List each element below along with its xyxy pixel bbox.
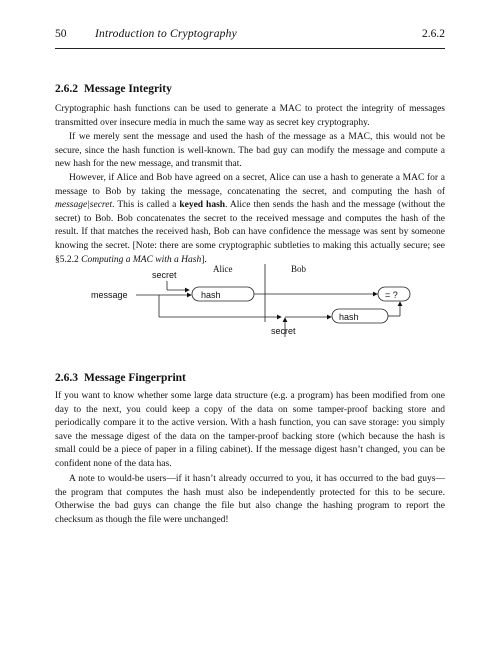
paragraph: A note to would-be users—if it hasn’t already occurred to you, it has occurred to the bad guys—the program that computes the hash must also be independently protected for this to be secure. Otherwise the bad guys can change the file but also change the hashing program to report the checksum as though the file were unchanged!: [55, 474, 445, 525]
text-run: ].: [201, 254, 207, 265]
paragraph: If we merely sent the message and used the hash of the message as a MAC, this would not be secure, since the hash function is well-known. The bad guy can modify the message and compute a new hash for the new message, and transmit that.: [55, 132, 445, 170]
hash-label-right: hash: [339, 312, 359, 322]
keyed-hash-diagram: [55, 262, 445, 342]
running-header: [55, 28, 445, 46]
text-run: However, if Alice and Bob have agreed on a secret, Alice can use a hash to generate a MAC for a message to Bob by taking the message, concatenating the secret, and computing the hash of: [55, 173, 445, 197]
italic-text: message|secret: [55, 200, 113, 211]
bold-term: keyed hash: [179, 200, 226, 211]
section-title: Message Fingerprint: [84, 372, 186, 384]
section-heading-message-fingerprint: [55, 372, 192, 384]
bob-label: Bob: [291, 264, 307, 274]
text-run: . This is called a: [112, 200, 180, 211]
message-label: message: [91, 290, 128, 300]
secret-label-bottom: secret: [271, 326, 296, 336]
page-number: 50: [55, 28, 67, 40]
section-number: 2.6.3: [55, 372, 78, 384]
paragraph: Cryptographic hash functions can be used to generate a MAC to protect the integrity of messages transmitted over insecure media in much the same way as secret key cryptography.: [55, 104, 445, 128]
secret-label-top: secret: [152, 270, 177, 280]
text-run: . Alice then sends the hash and the message (without the secret) to Bob. Bob concatenates the secret to the received message and computes the hash of the result. If that matches the received hash, Bob can have confidence the message was sent by someone knowing the secret. [Note: there are some cryptographic subtleties to making this actually secure; see §5.2.2: [55, 200, 446, 265]
italic-reference: Computing a MAC with a Hash: [81, 254, 202, 265]
header-section-number: 2.6.2: [422, 28, 445, 40]
section-title: Message Integrity: [84, 83, 172, 95]
paragraph: If you want to know whether some large data structure (e.g. a program) has been modified from one day to the next, you could keep a copy of the data on some tamper-proof backing store and periodically compare it to the active version. With a hash function, you can save storage: you simply save the message digest of the data on the tamper-proof backing store (which because the hash is small could be a piece of paper in a filing cabinet). If the message digest hasn’t changed, you can be confident none of the data has.: [55, 391, 445, 469]
section-number: 2.6.2: [55, 83, 78, 95]
section-heading-message-integrity: [55, 83, 178, 95]
alice-label: Alice: [213, 264, 233, 274]
hash-label-left: hash: [201, 290, 221, 300]
header-rule: [55, 48, 445, 49]
compare-label: = ?: [385, 290, 398, 300]
running-title: Introduction to Cryptography: [95, 28, 237, 40]
paragraph: [55, 172, 445, 267]
